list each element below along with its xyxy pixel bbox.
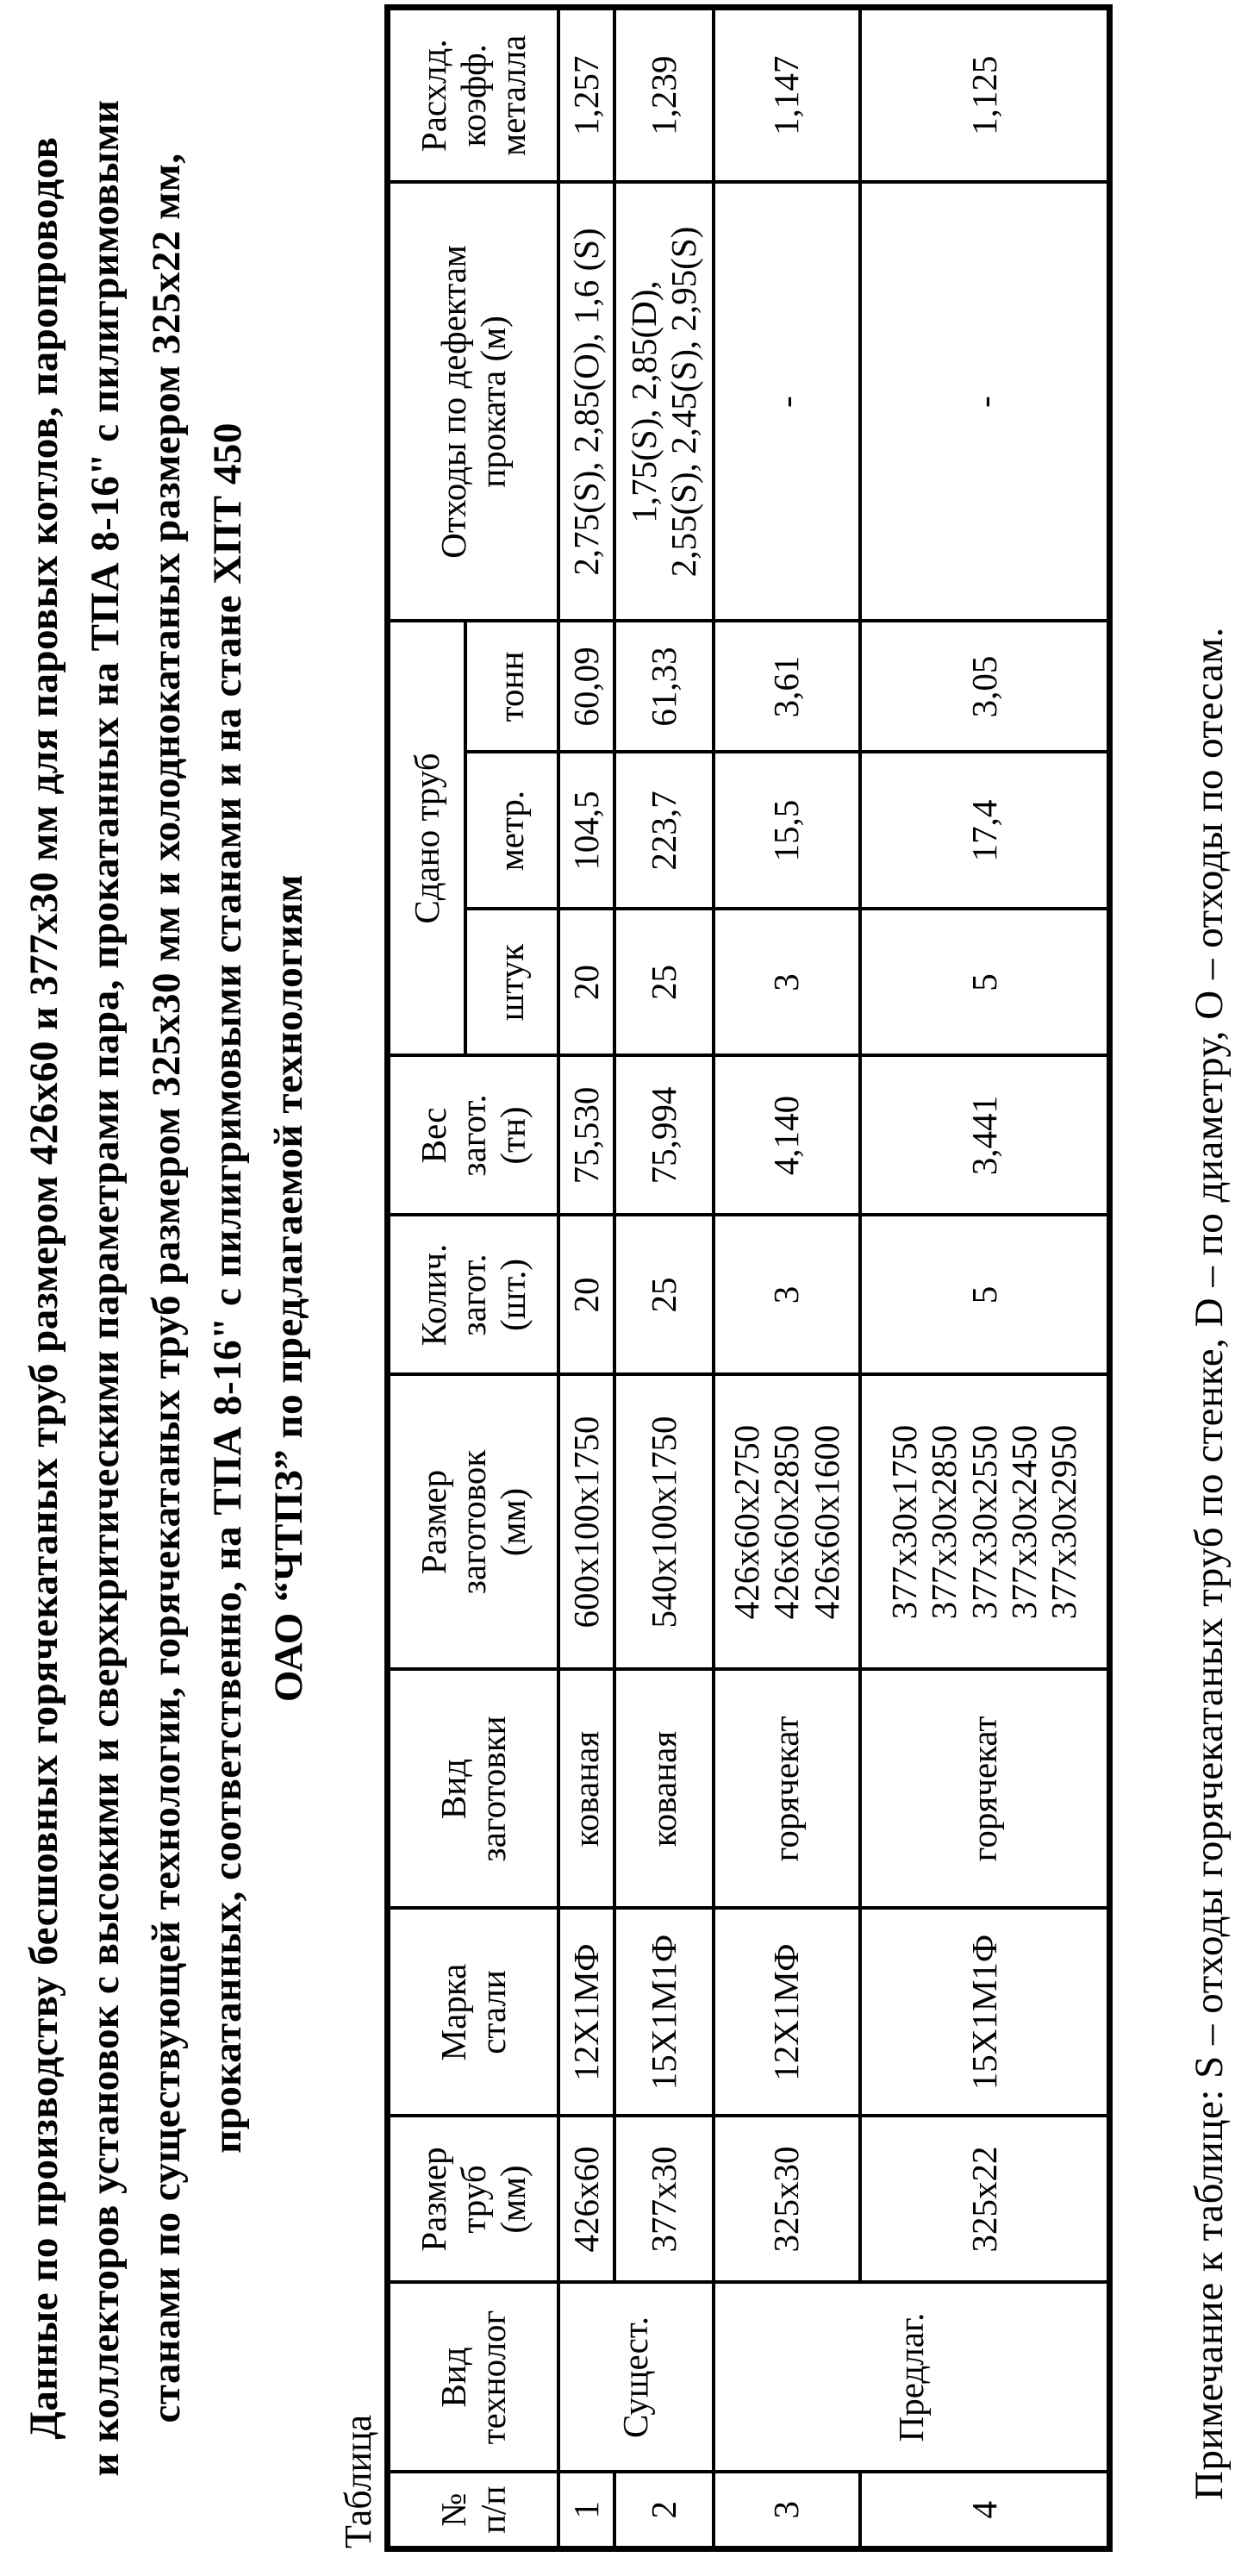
col-header-billet-type: Вид заготовки bbox=[388, 1670, 558, 1909]
cell-num: 4 bbox=[860, 2473, 1110, 2549]
page-title-line-1: Данные по производству бесшовных горячекатаных труб размером 426х60 и 377х30 мм для паровых котлов, паропроводов bbox=[22, 136, 66, 2440]
cell-delivered-t: 61,33 bbox=[614, 621, 714, 752]
table-row bbox=[714, 7, 860, 2548]
cell-billet-weight: 4,140 bbox=[714, 1056, 860, 1216]
cell-delivered-pcs: 25 bbox=[614, 910, 714, 1056]
cell-defects: - bbox=[860, 182, 1110, 621]
cell-billet-size: 377х30х1750 377х30х2850 377х30х2550 377х30х2450 377х30х2950 bbox=[860, 1375, 1110, 1670]
cell-delivered-t: 60,09 bbox=[558, 621, 614, 752]
cell-billet-type: горячекат bbox=[860, 1670, 1110, 1909]
col-header-delivered-t: тонн bbox=[465, 621, 558, 752]
cell-steel: 12Х1МФ bbox=[714, 1909, 860, 2116]
cell-billet-type: горячекат bbox=[714, 1670, 860, 1909]
page-title bbox=[14, 0, 320, 2576]
cell-coeff: 1,125 bbox=[860, 7, 1110, 182]
cell-billet-type: кованая bbox=[558, 1670, 614, 1909]
cell-num: 3 bbox=[714, 2473, 860, 2549]
cell-delivered-t: 3,05 bbox=[860, 621, 1110, 752]
cell-coeff: 1,147 bbox=[714, 7, 860, 182]
table-row bbox=[614, 7, 714, 2548]
cell-billet-type: кованая bbox=[614, 1670, 714, 1909]
cell-billet-weight: 75,530 bbox=[558, 1056, 614, 1216]
cell-billet-qty: 25 bbox=[614, 1216, 714, 1375]
col-header-delivered-group: Сдано труб bbox=[388, 621, 465, 1055]
production-data-table bbox=[384, 4, 1113, 2552]
table-row bbox=[558, 7, 614, 2548]
cell-coeff: 1,239 bbox=[614, 7, 714, 182]
col-header-billet-size: Размер заготовок (мм) bbox=[388, 1375, 558, 1670]
cell-delivered-t: 3,61 bbox=[714, 621, 860, 752]
cell-delivered-pcs: 20 bbox=[558, 910, 614, 1056]
cell-defects: - bbox=[714, 182, 860, 621]
cell-num: 2 bbox=[614, 2473, 714, 2549]
col-header-billet-weight: Вес загот. (тн) bbox=[388, 1056, 558, 1216]
col-header-billet-qty: Колич. загот. (шт.) bbox=[388, 1216, 558, 1375]
cell-steel: 15Х1М1Ф bbox=[614, 1909, 714, 2116]
cell-steel: 15Х1М1Ф bbox=[860, 1909, 1110, 2116]
cell-delivered-m: 17,4 bbox=[860, 753, 1110, 910]
cell-billet-weight: 75,994 bbox=[614, 1056, 714, 1216]
cell-steel: 12Х1МФ bbox=[558, 1909, 614, 2116]
cell-billet-size: 600х100х1750 bbox=[558, 1375, 614, 1670]
cell-pipe-size: 426х60 bbox=[558, 2116, 614, 2283]
table-row bbox=[860, 7, 1110, 2548]
cell-billet-qty: 3 bbox=[714, 1216, 860, 1375]
page-title-line-4: прокатанных, соответственно, на ТПА 8-16" с пилигримовыми станами и на стане ХПТ 450 bbox=[205, 422, 250, 2154]
cell-defects: 2,75(S), 2,85(O), 1,6 (S) bbox=[558, 182, 614, 621]
cell-delivered-pcs: 5 bbox=[860, 910, 1110, 1056]
cell-defects: 1,75(S), 2,85(D), 2,55(S), 2,45(S), 2,95(S) bbox=[614, 182, 714, 621]
col-header-delivered-pcs: штук bbox=[465, 910, 558, 1056]
cell-delivered-pcs: 3 bbox=[714, 910, 860, 1056]
col-header-num: № п/п bbox=[388, 2473, 558, 2549]
cell-coeff: 1,257 bbox=[558, 7, 614, 182]
page-title-line-2: и коллекторов установок с высокими и сверхкритическими параметрами пара, прокатанных на ТПА 8-16" с пилигримовыми bbox=[83, 99, 128, 2477]
col-header-defects: Отходы по дефектам проката (м) bbox=[388, 182, 558, 621]
cell-tech-group-proposed: Предлаг. bbox=[714, 2283, 1110, 2473]
cell-billet-weight: 3,441 bbox=[860, 1056, 1110, 1216]
cell-pipe-size: 325х22 bbox=[860, 2116, 1110, 2283]
cell-billet-size: 426х60х2750 426х60х2850 426х60х1600 bbox=[714, 1375, 860, 1670]
page-title-line-3: станами по существующей технологии, горячекатаных труб размером 325х30 мм и холоднокатаных размером 325х22 мм, bbox=[144, 153, 189, 2423]
cell-billet-qty: 5 bbox=[860, 1216, 1110, 1375]
cell-pipe-size: 325х30 bbox=[714, 2116, 860, 2283]
cell-delivered-m: 223,7 bbox=[614, 753, 714, 910]
cell-num: 1 bbox=[558, 2473, 614, 2549]
col-header-pipe-size: Размер труб (мм) bbox=[388, 2116, 558, 2283]
page-title-line-5: ОАО “ЧТПЗ” по предлагаемой технологиям bbox=[266, 873, 311, 1703]
cell-billet-qty: 20 bbox=[558, 1216, 614, 1375]
cell-billet-size: 540х100х1750 bbox=[614, 1375, 714, 1670]
cell-pipe-size: 377х30 bbox=[614, 2116, 714, 2283]
cell-delivered-m: 104,5 bbox=[558, 753, 614, 910]
cell-tech-group-existing: Сущест. bbox=[558, 2283, 714, 2473]
col-header-coeff: Расхлд. коэфф. металла bbox=[388, 7, 558, 182]
cell-delivered-m: 15,5 bbox=[714, 753, 860, 910]
table-label: Таблица bbox=[337, 2414, 379, 2548]
col-header-tech: Вид технолог bbox=[388, 2283, 558, 2473]
col-header-delivered-m: метр. bbox=[465, 753, 558, 910]
col-header-steel: Марка стали bbox=[388, 1909, 558, 2116]
table-footnote: Примечание к таблице: S – отходы горячекатаных труб по стенке, D – по диаметру, О – отходы по отесам. bbox=[1187, 627, 1232, 2500]
